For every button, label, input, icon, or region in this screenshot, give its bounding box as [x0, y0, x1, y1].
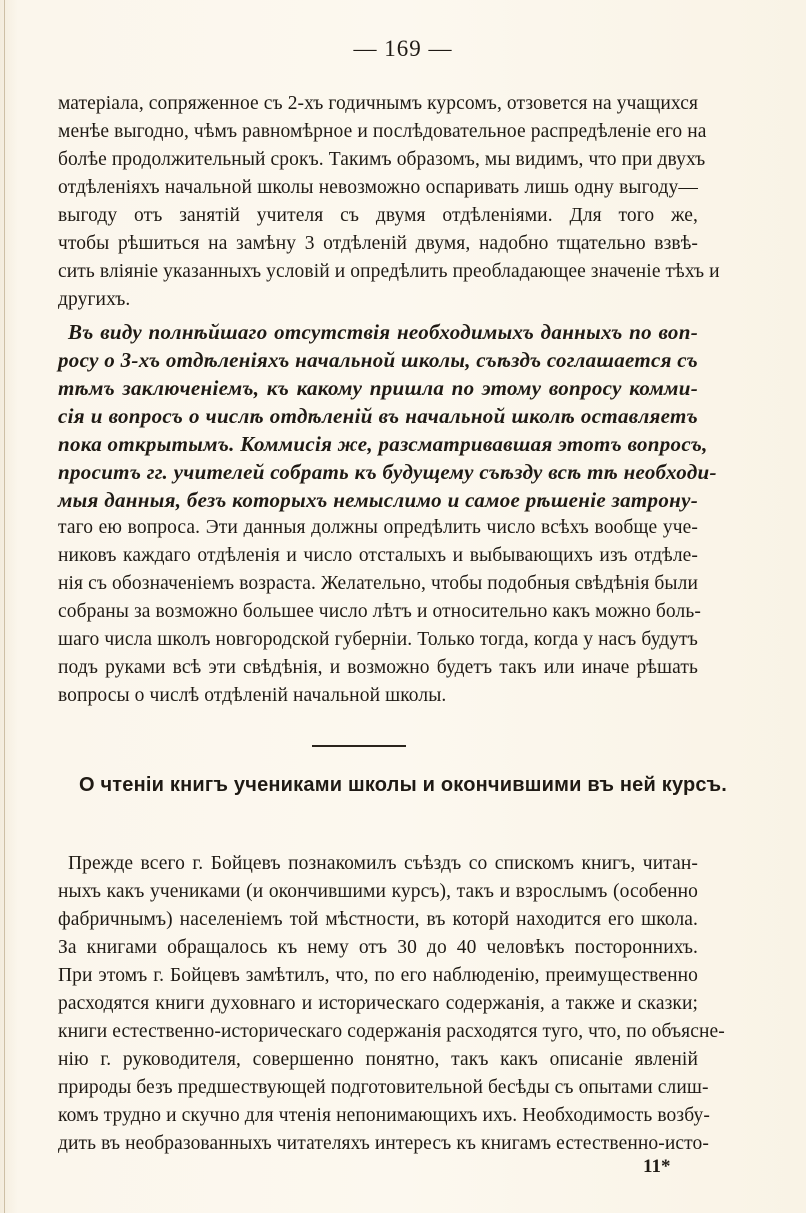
text-line: шаго числа школъ новгородской губерніи. Только тогда, когда у насъ будутъ: [58, 629, 698, 650]
resolution-line: тѣмъ заключеніемъ, къ какому пришла по этому вопросу комми-: [58, 376, 698, 400]
text-line: комъ трудно и скучно для чтенія непонимающихъ ихъ. Необходимость возбу-: [58, 1105, 710, 1126]
text-line: никовъ каждаго отдѣленія и число отсталыхъ и выбывающихъ изъ отдѣле-: [58, 545, 698, 566]
section-divider: [312, 745, 406, 747]
text-line: книги естественно-историческаго содержанія расходятся туго, что, по объясне-: [58, 1021, 725, 1042]
text-line: фабричнымъ) населеніемъ той мѣстности, въ которй находится его школа.: [58, 909, 698, 930]
resolution-line: росу о 3-хъ отдѣленіяхъ начальной школы, съѣздъ соглашается съ: [58, 348, 698, 372]
text-line: болѣе продолжительный срокъ. Такимъ образомъ, мы видимъ, что при двухъ: [58, 149, 706, 170]
text-line: вопросы о числѣ отдѣленій начальной школы.: [58, 685, 447, 706]
text-line: матеріала, сопряженное съ 2-хъ годичнымъ курсомъ, отзовется на учащихся: [58, 93, 699, 114]
text-line: нію г. руководителя, совершенно понятно, такъ какъ описаніе явленій: [58, 1049, 698, 1070]
text-line: Прежде всего г. Бойцевъ познакомилъ съѣздъ со спискомъ книгъ, читан-: [68, 853, 698, 874]
text-line: За книгами обращалось къ нему отъ 30 до 40 человѣкъ постороннихъ.: [58, 937, 698, 958]
resolution-line: пока открытымъ. Коммисія же, разсматривавшая этотъ вопросъ,: [58, 432, 708, 456]
text-line: сить вліяніе указанныхъ условій и опредѣлить преобладающее значеніе тѣхъ и: [58, 261, 720, 282]
text-line: другихъ.: [58, 289, 131, 310]
text-line: подъ руками всѣ эти свѣдѣнія, и возможно будетъ такъ или иначе рѣшать: [58, 657, 698, 678]
text-line: нія съ обозначеніемъ возраста. Желательно, чтобы подобныя свѣдѣнія были: [58, 573, 698, 594]
paragraph-2: [58, 318, 717, 710]
text-line: природы безъ предшествующей подготовительной бесѣды съ опытами слиш-: [58, 1077, 709, 1098]
text-line: При этомъ г. Бойцевъ замѣтилъ, что, по его наблюденію, преимущественно: [58, 965, 698, 986]
text-line: выгоду отъ занятій учителя съ двумя отдѣленіями. Для того же,: [58, 205, 698, 226]
text-line: отдѣленіяхъ начальной школы невозможно оспаривать лишь одну выгоду—: [58, 177, 698, 198]
text-line: таго ею вопроса. Эти данныя должны опредѣлить число всѣхъ вообще уче-: [58, 517, 698, 538]
resolution-line: проситъ гг. учителей собрать къ будущему съѣзду всѣ тѣ необходи-: [58, 460, 717, 484]
text-line: менѣе выгодно, чѣмъ равномѣрное и послѣдовательное распредѣленіе его на: [58, 121, 707, 142]
paragraph-3: [58, 850, 725, 1158]
page-number: — 169 —: [353, 36, 453, 61]
text-line: дить въ необразованныхъ читателяхъ интересъ къ книгамъ естественно-исто-: [58, 1133, 709, 1154]
text-line: ныхъ какъ учениками (и окончившими курсъ), такъ и взрослымъ (особенно: [58, 881, 698, 902]
text-line: чтобы рѣшиться на замѣну 3 отдѣленій двумя, надобно тщательно взвѣ-: [58, 233, 698, 254]
text-line: собраны за возможно большее число лѣтъ и относительно какъ можно боль-: [58, 601, 701, 622]
page-gutter-edge: [4, 0, 5, 1213]
section-heading: О чтеніи книгъ учениками школы и окончившими въ ней курсъ.: [78, 774, 728, 796]
resolution-line: сія и вопросъ о числѣ отдѣленій въ начальной школѣ оставляетъ: [58, 404, 698, 428]
resolution-line: Въ виду полнѣйшаго отсутствія необходимыхъ данныхъ по воп-: [68, 320, 698, 344]
resolution-line: мыя данныя, безъ которыхъ немыслимо и самое рѣшеніе затрону-: [58, 488, 698, 512]
printer-signature-mark: 11*: [643, 1156, 671, 1177]
paragraph-1: [58, 90, 720, 314]
text-line: расходятся книги духовнаго и историческаго содержанія, а также и сказки;: [58, 993, 698, 1014]
